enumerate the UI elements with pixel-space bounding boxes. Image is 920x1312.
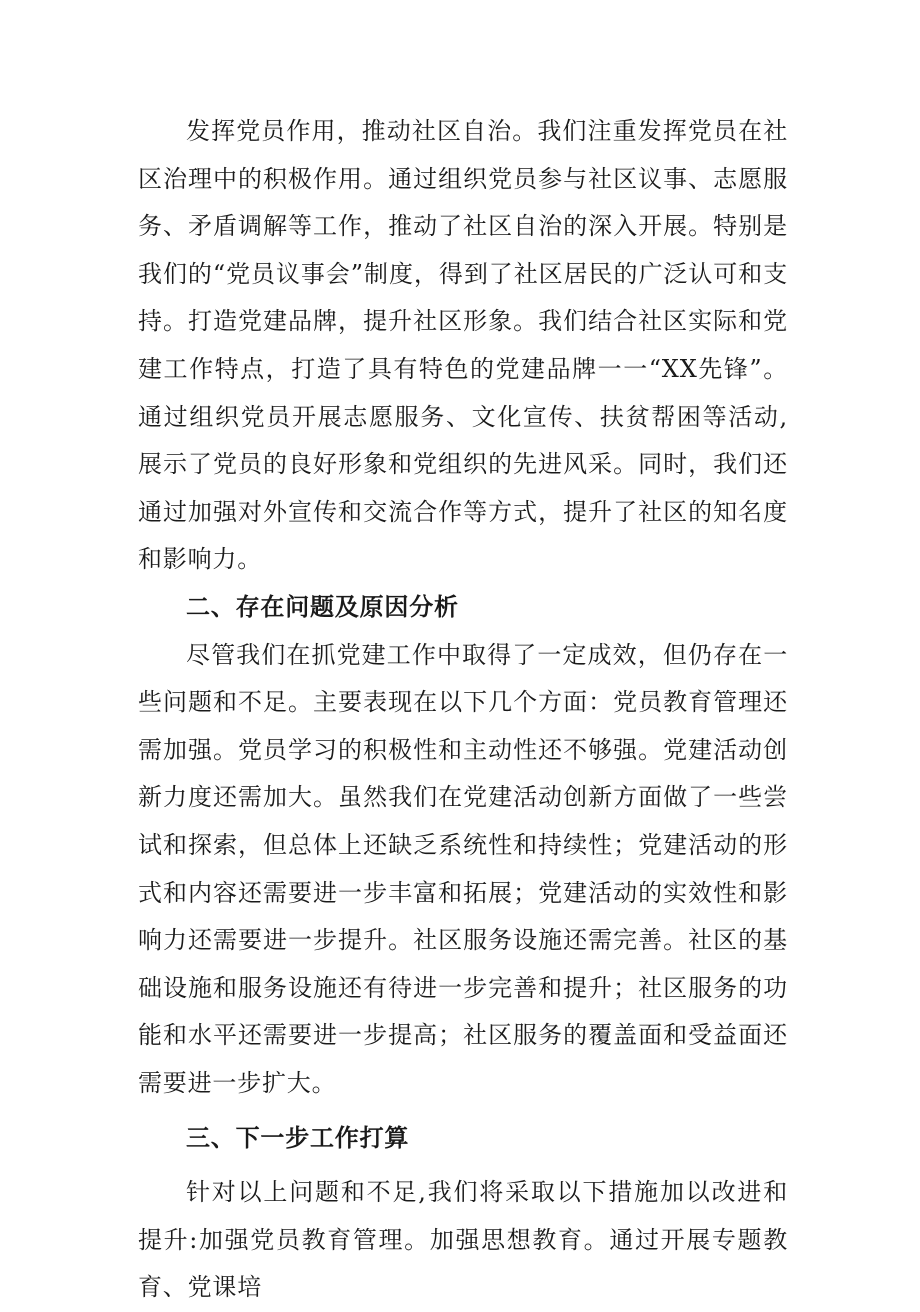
body-paragraph: 尽管我们在抓党建工作中取得了一定成效，但仍存在一些问题和不足。主要表现在以下几个方面：党员教育管理还需加强。党员学习的积极性和主动性还不够强。党建活动创新力度还需加大。虽然我们在党建活动创新方面做了一些尝试和探索，但总体上还缺乏系统性和持续性；党建活动的形式和内容还需要进一步丰富和拓展；党建活动的实效性和影响力还需要进一步提升。社区服务设施还需完善。社区的基础设施和服务设施还有待进一步完善和提升；社区服务的功能和水平还需要进一步提高；社区服务的覆盖面和受益面还需要进一步扩大。 — [138, 640, 788, 1097]
section-heading: 二、存在问题及原因分析 — [186, 592, 459, 621]
section-heading: 三、下一步工作打算 — [186, 1124, 410, 1153]
document-body — [138, 108, 788, 1312]
body-paragraph: 针对以上问题和不足,我们将采取以下措施加以改进和提升:加强党员教育管理。加强思想教育。通过开展专题教育、党课培 — [138, 1178, 788, 1302]
body-paragraph: 发挥党员作用，推动社区自治。我们注重发挥党员在社区治理中的积极作用。通过组织党员参与社区议事、志愿服务、矛盾调解等工作，推动了社区自治的深入开展。特别是我们的“党员议事会”制度，得到了社区居民的广泛认可和支持。打造党建品牌，提升社区形象。我们结合社区实际和党建工作特点，打造了具有特色的党建品牌一一“XX先锋”。通过组织党员开展志愿服务、文化宣传、扶贫帮困等活动,展示了党员的良好形象和党组织的先进风采。同时，我们还通过加强对外宣传和交流合作等方式，提升了社区的知名度和影响力。 — [138, 117, 788, 574]
